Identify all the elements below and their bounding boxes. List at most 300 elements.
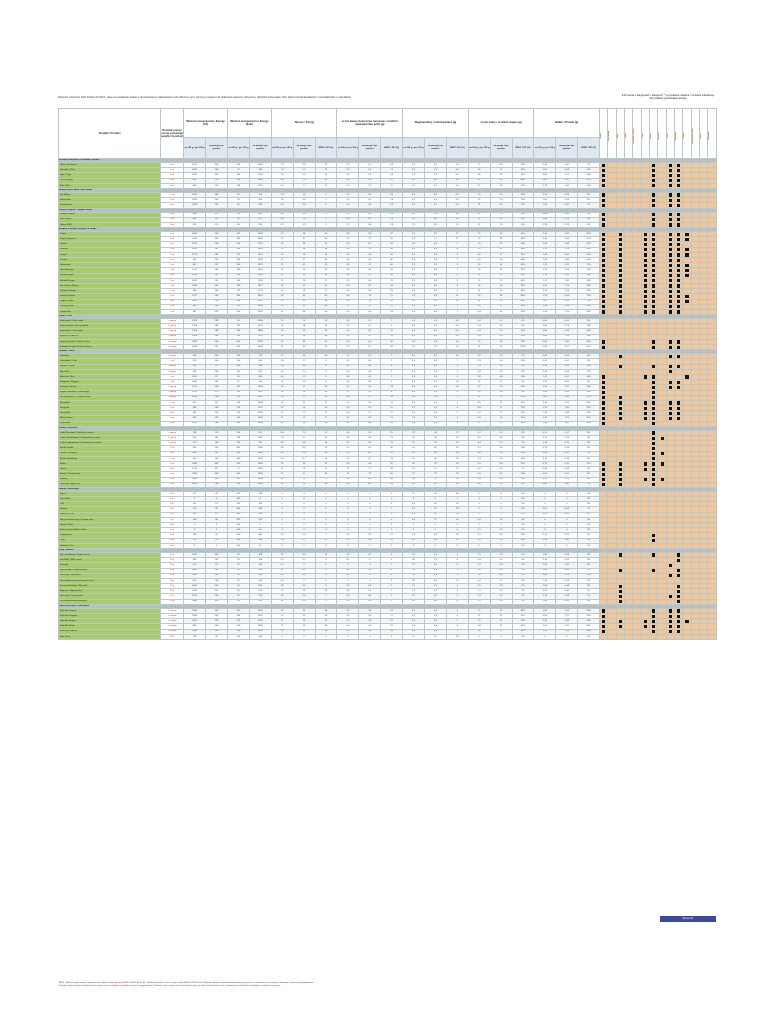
nutrition-value: 0,2 [424, 183, 446, 188]
nutrition-value: 7 [315, 594, 337, 599]
nutrition-value: 50% [578, 232, 600, 237]
header-allergen-11: Dwutlenek siarki [691, 109, 699, 159]
nutrition-value: 2 [206, 528, 228, 533]
serving-size: 1 szt. [161, 416, 184, 421]
nutrition-value: 13 [315, 552, 337, 557]
nutrition-value: 14 [403, 456, 425, 461]
nutrition-value: 12 [271, 273, 293, 278]
nutrition-value: 12 [271, 614, 293, 619]
serving-size: 1 szt. [161, 212, 184, 217]
nutrition-value: 53% [578, 304, 600, 309]
nutrition-value: 32% [512, 268, 534, 273]
nutrition-value: 14% [512, 538, 534, 543]
nutrition-value: 200 [227, 278, 249, 283]
nutrition-value: 6,5 [468, 472, 490, 477]
nutrition-value: 0 [315, 523, 337, 528]
nutrition-value: 2283 [249, 258, 271, 263]
nutrition-value: 1 [446, 568, 468, 573]
nutrition-value: 0 [424, 543, 446, 548]
nutrition-value: 2,5 [468, 584, 490, 589]
nutrition-value: 1,0 [446, 339, 468, 344]
nutrition-value: 26 [315, 589, 337, 594]
nutrition-value: 0,2 [403, 178, 425, 183]
nutrition-value: 1,0 [337, 212, 359, 217]
nutrition-value: 27 [446, 430, 468, 435]
nutrition-value: 420 [184, 359, 206, 364]
nutrition-value: 0 [490, 507, 512, 512]
nutrition-value: 0,0 [424, 217, 446, 222]
nutrition-value: 0,95 [556, 390, 578, 395]
nutrition-value: 2,3 [337, 345, 359, 350]
nutrition-value: 2% [512, 568, 534, 573]
nutrition-value: 1300 [184, 599, 206, 604]
nutrition-value: 84% [512, 299, 534, 304]
nutrition-value: 177 [184, 491, 206, 496]
nutrition-value: 2104 [249, 278, 271, 283]
nutrition-value: 0 [359, 502, 381, 507]
product-name: Sos musztardowy / Mustard [59, 584, 161, 589]
nutrition-value: 70 [227, 168, 249, 173]
nutrition-value: 9,7 [359, 345, 381, 350]
product-name: Stripsy BBQ [59, 222, 161, 227]
nutrition-value: 2,0 [337, 624, 359, 629]
nutrition-value: 0,2 [403, 212, 425, 217]
nutrition-value: 7% [578, 451, 600, 456]
nutrition-value: 118 [227, 183, 249, 188]
nutrition-value: 6 [381, 568, 403, 573]
nutrition-value: 1,21 [556, 416, 578, 421]
nutrition-value: 4 [381, 364, 403, 369]
table-row[interactable] [59, 634, 717, 639]
nutrition-value: 5 [315, 222, 337, 227]
nutrition-value: 22% [578, 406, 600, 411]
nutrition-value: 0,30 [556, 538, 578, 543]
nutrition-value: 254 [206, 203, 228, 208]
nutrition-value: 5 [315, 198, 337, 203]
nutrition-value: 26 [381, 283, 403, 288]
nutrition-value: 9,9 [424, 538, 446, 543]
nutrition-value: 9 [381, 324, 403, 329]
allergen-cell [708, 634, 716, 639]
nutrition-value: 5,3 [424, 624, 446, 629]
nutrition-value: 4 [446, 364, 468, 369]
nutrition-value: 0,15 [556, 441, 578, 446]
nutrition-value: 10 [446, 533, 468, 538]
nutrition-value: 0,0 [446, 173, 468, 178]
nutrition-value: 17 [293, 385, 315, 390]
nutrition-value: 0,15 [534, 430, 556, 435]
nutrition-value: 226 [206, 183, 228, 188]
nutrition-value: 14 [271, 482, 293, 487]
nutrition-value: 14 [315, 451, 337, 456]
nutrition-value: 23 [293, 273, 315, 278]
nutrition-value: 1052 [184, 278, 206, 283]
nutrition-value: 27 [315, 477, 337, 482]
nutrition-value: 4,5 [359, 441, 381, 446]
product-name: Sos słodko-kwaśny / Sweet & sour [59, 578, 161, 583]
nutrition-value: 12 [381, 178, 403, 183]
nutrition-value: 175 [227, 289, 249, 294]
nutrition-value: 34 [403, 477, 425, 482]
nutrition-value: 1,05 [534, 390, 556, 395]
nutrition-value: 36 [293, 339, 315, 344]
nutrition-value: 24 [293, 608, 315, 613]
nutrition-value: 1,2 [337, 198, 359, 203]
nutrition-value: 215 [206, 222, 228, 227]
nutrition-value: 8 [381, 390, 403, 395]
nutrition-value: 14 [468, 345, 490, 350]
nutrition-value: 880 [249, 436, 271, 441]
nutrition-value: 8% [578, 563, 600, 568]
nutrition-value: 7,5 [424, 558, 446, 563]
nutrition-value: 2,09 [556, 619, 578, 624]
nutrition-value: 6% [578, 222, 600, 227]
nutrition-value: 400 [227, 502, 249, 507]
nutrition-value: 16% [578, 390, 600, 395]
nutrition-value: 260 [206, 168, 228, 173]
nutrition-value: 10 [468, 263, 490, 268]
nutrition-value: 300 [227, 339, 249, 344]
nutrition-value: 1,32 [534, 294, 556, 299]
header-allergen-12: Łubin [700, 109, 708, 159]
nutrition-value: 0,38 [556, 552, 578, 557]
nutrition-value: 5,8 [359, 289, 381, 294]
nutrition-value: 874 [249, 369, 271, 374]
serving-size: 25 g [161, 594, 184, 599]
nutrition-value: 3,1 [490, 319, 512, 324]
nutrition-value: 2,5 [424, 406, 446, 411]
nutrition-value: 2,5 [468, 533, 490, 538]
nutrition-value: 0% [578, 491, 600, 496]
nutrition-value: 0 [468, 512, 490, 517]
serving-size: 1 szt. [161, 258, 184, 263]
nutrition-value: 12 [359, 472, 381, 477]
nutrition-value: 0% [512, 502, 534, 507]
nutrition-value: 0 [337, 497, 359, 502]
product-name: Shake Strawberry [59, 456, 161, 461]
nutrition-value: 2,1 [337, 451, 359, 456]
nutrition-value: 0,5 [424, 568, 446, 573]
nutrition-value: 0% [512, 558, 534, 563]
nutrition-value: 430 [206, 477, 228, 482]
nutrition-value: 3,4 [468, 329, 490, 334]
serving-size: 0,5 l [161, 523, 184, 528]
nutrition-value: 313 [206, 599, 228, 604]
nutrition-value: 2,10 [534, 558, 556, 563]
category-title: Kurczak Klasyczny / Kentucky Chicken [59, 159, 717, 163]
nutrition-value: 6,0 [359, 339, 381, 344]
nutrition-value: 242 [206, 268, 228, 273]
nutrition-value: 11 [490, 411, 512, 416]
nutrition-value: 5,8 [359, 278, 381, 283]
nutrition-value: 14 [403, 584, 425, 589]
nutrition-value: 2,6 [403, 258, 425, 263]
nutrition-value: 0% [578, 497, 600, 502]
nutrition-value: 1,3 [468, 594, 490, 599]
nutrition-value: 2,8 [468, 369, 490, 374]
serving-size: 1 szt. [161, 178, 184, 183]
nutrition-value: 88% [512, 294, 534, 299]
nutrition-value: 2,8 [403, 289, 425, 294]
nutrition-value: 1,8 [403, 364, 425, 369]
nutrition-value: 0 [403, 523, 425, 528]
serving-size: 1 szt. [161, 222, 184, 227]
nutrition-value: 5,1 [403, 268, 425, 273]
nutrition-value: 1,15 [534, 278, 556, 283]
nutrition-value: 1,26 [556, 395, 578, 400]
nutrition-value: 425 [249, 203, 271, 208]
nutrition-value: 4,4 [490, 436, 512, 441]
nutrition-value: 1121 [184, 421, 206, 426]
nutrition-value: 1,0 [446, 222, 468, 227]
nutrition-value: 0 [534, 523, 556, 528]
product-name: Jalapeno Burger [59, 289, 161, 294]
nutrition-value: 18 [293, 324, 315, 329]
nutrition-value: 0 [424, 528, 446, 533]
nutrition-value: 0 [446, 523, 468, 528]
nutrition-value: 0 [315, 507, 337, 512]
nutrition-value: 1,36 [534, 252, 556, 257]
nutrition-value: 110 [227, 400, 249, 405]
nutrition-value: 241 [206, 283, 228, 288]
nutrition-value: 9% [512, 477, 534, 482]
nutrition-value: 2,3 [403, 263, 425, 268]
nutrition-value: 0,3 [403, 339, 425, 344]
nutrition-value: 0,4 [468, 578, 490, 583]
nutrition-value: 5% [578, 212, 600, 217]
nutrition-value: 6,0 [403, 390, 425, 395]
nutrition-value: 1190 [184, 192, 206, 197]
nutrition-value: 0,4 [359, 594, 381, 599]
serving-size: 1 szt. [161, 482, 184, 487]
nutrition-value: 14% [512, 212, 534, 217]
nutrition-value: 4 [446, 614, 468, 619]
nutrition-value: 1,5 [359, 390, 381, 395]
product-name: Hot & Spicy Burger [59, 283, 161, 288]
nutrition-value: 40% [512, 242, 534, 247]
serving-size: 1 szt. [161, 283, 184, 288]
nutrition-value: 0 [359, 517, 381, 522]
nutrition-value: 11 [424, 237, 446, 242]
product-name: Zinger [59, 232, 161, 237]
nutrition-value: 0 [381, 558, 403, 563]
header-allergen-8: Seler [666, 109, 674, 159]
serving-size: 25 g [161, 558, 184, 563]
nutrition-value: 9,5 [468, 416, 490, 421]
nutrition-value: 950 [184, 400, 206, 405]
nutrition-value: 5,8 [468, 477, 490, 482]
nutrition-value: 249 [206, 299, 228, 304]
nutrition-value: 250 [227, 533, 249, 538]
nutrition-value: 24 [490, 608, 512, 613]
serving-size: 25 g [161, 589, 184, 594]
nutrition-value: 8 [315, 568, 337, 573]
nutrition-value: 2,2 [337, 619, 359, 624]
nutrition-value: 21% [578, 178, 600, 183]
nutrition-value: 1,5 [337, 584, 359, 589]
nutrition-value: 1087 [184, 168, 206, 173]
allergen-cell [675, 634, 683, 639]
nutrition-value: 30 [446, 477, 468, 482]
product-name: Skrzydło / Wing [59, 168, 161, 173]
nutrition-value: 2297 [249, 334, 271, 339]
nutrition-value: 13 [271, 242, 293, 247]
nutrition-value: 3,4 [293, 198, 315, 203]
nutrition-value: 402 [206, 461, 228, 466]
nutrition-value: 23 [315, 467, 337, 472]
nutrition-value: 26 [403, 461, 425, 466]
nutrition-value: 6,8 [271, 430, 293, 435]
nutrition-value: 2,16 [556, 283, 578, 288]
product-name: Shake Chocolate [59, 451, 161, 456]
nutrition-value: 48% [512, 258, 534, 263]
nutrition-value: 0 [359, 573, 381, 578]
nutrition-value: 4,0 [403, 359, 425, 364]
nutrition-value: 1,45 [534, 385, 556, 390]
nutrition-value: 3370 [249, 263, 271, 268]
nutrition-value: 0 [381, 563, 403, 568]
nutrition-value: 3150 [249, 339, 271, 344]
nutrition-value: 0,17 [534, 436, 556, 441]
nutrition-value: 2,4 [468, 538, 490, 543]
nutrition-value: 2353 [249, 309, 271, 314]
nutrition-value: 0,50 [556, 563, 578, 568]
nutrition-value: 18 [403, 467, 425, 472]
nutrition-value: 12% [578, 324, 600, 329]
nutrition-value: 0,4 [359, 584, 381, 589]
nutrition-value: 98 [206, 456, 228, 461]
nutrition-value: 3,4 [468, 334, 490, 339]
nutrition-value: 0 [206, 523, 228, 528]
nutrition-value: 22 [490, 278, 512, 283]
nutrition-value: 5 [446, 289, 468, 294]
serving-size: 1 szt. [161, 380, 184, 385]
nutrition-value: 40% [512, 385, 534, 390]
serving-size: 1 szt. [161, 533, 184, 538]
nutrition-value: 0 [359, 578, 381, 583]
serving-size: 25 g [161, 563, 184, 568]
serving-size: 1 szt. [161, 528, 184, 533]
nutrition-value: 8% [512, 390, 534, 395]
nutrition-value: 34 [381, 242, 403, 247]
nutrition-value: 0 [337, 543, 359, 548]
nutrition-value: 28% [578, 385, 600, 390]
nutrition-value: 0,90 [534, 614, 556, 619]
nutrition-value: 284 [206, 482, 228, 487]
nutrition-value: 1051 [184, 173, 206, 178]
nutrition-value: 100 [249, 573, 271, 578]
nutrition-value: 0,3 [403, 319, 425, 324]
category-title: Napoje / Beverages [59, 487, 717, 491]
nutrition-value: 1,5 [337, 203, 359, 208]
nutrition-value: 13 [381, 385, 403, 390]
nutrition-value: 16 [293, 467, 315, 472]
nutrition-value: 14 [293, 482, 315, 487]
nutrition-value: 14 [468, 299, 490, 304]
nutrition-value: 6,5 [359, 482, 381, 487]
nutrition-value: 250 [249, 568, 271, 573]
nutrition-value: 0,5 [403, 629, 425, 634]
nutrition-value: 270 [227, 304, 249, 309]
nutrition-value: 25 [315, 385, 337, 390]
nutrition-value: 18 [424, 502, 446, 507]
nutrition-value: 44% [512, 278, 534, 283]
nutrition-value: 2,5 [424, 416, 446, 421]
nutrition-value: 1141 [184, 390, 206, 395]
nutrition-value: 3,2 [468, 482, 490, 487]
nutrition-value: 200 [227, 364, 249, 369]
nutrition-value: 13 [271, 629, 293, 634]
nutrition-value: 1,0 [468, 354, 490, 359]
allergen-cell [641, 634, 649, 639]
nutrition-value: 0 [293, 512, 315, 517]
nutrition-value: 932 [184, 178, 206, 183]
nutrition-value: 1680 [249, 461, 271, 466]
nutrition-value: 5,2 [359, 283, 381, 288]
nutrition-value: 583 [184, 369, 206, 374]
nutrition-value: 1,14 [556, 334, 578, 339]
nutrition-value: 1 [446, 369, 468, 374]
header-energy-kcal: Wartość energetyczna / Energy (kcal) [227, 109, 271, 138]
product-name: Lody Waniliowe / Vanilla ice cream [59, 430, 161, 435]
nutrition-value: 13 [468, 247, 490, 252]
nutrition-value: 24 [293, 619, 315, 624]
nutrition-value: 0 [381, 528, 403, 533]
nutrition-value: 1045 [249, 400, 271, 405]
nutrition-value: 7 [446, 268, 468, 273]
nutrition-value: 1% [512, 563, 534, 568]
nutrition-value: 19 [315, 252, 337, 257]
nutrition-value: 4,8 [359, 619, 381, 624]
nutrition-value: 281 [206, 252, 228, 257]
nutrition-value: 18 [490, 283, 512, 288]
nutrition-value: 26 [490, 183, 512, 188]
nutrition-value: 13 [468, 339, 490, 344]
nutrition-value: 0% [578, 523, 600, 528]
nutrition-value: 0,85 [534, 608, 556, 613]
nutrition-value: 5% [512, 380, 534, 385]
nutrition-value: 14 [293, 390, 315, 395]
nutrition-value: 1209 [184, 319, 206, 324]
nutrition-value: 1088 [249, 319, 271, 324]
footnote-2: Produkty mogą zawierać śladowe ilości alergenów ze względu na wspólne miejsce przygotowania. Products may contain traces of allergens due to shared preparation areas. Informacje o składnikach dostępne u obsługi restauracji. [58, 985, 281, 987]
nutrition-value: 0,90 [534, 217, 556, 222]
nutrition-value: 0,3 [359, 380, 381, 385]
nutrition-value: 0 [293, 578, 315, 583]
nutrition-value: 14 [403, 446, 425, 451]
nutrition-value: 7,2 [490, 538, 512, 543]
nutrition-value: 9,0 [424, 578, 446, 583]
nutrition-value: 657 [206, 589, 228, 594]
nutrition-value: 7,0 [381, 168, 403, 173]
nutrition-value: 0,1 [424, 380, 446, 385]
nutrition-value: 6,5 [490, 472, 512, 477]
nutrition-value: 2,4 [337, 258, 359, 263]
nutrition-value: 44 [293, 294, 315, 299]
nutrition-value: 6 [446, 563, 468, 568]
nutrition-value: 200 [227, 608, 249, 613]
nutrition-value: 4,49 [556, 294, 578, 299]
nutrition-value: 24 [271, 599, 293, 604]
nutrition-value: 29 [446, 461, 468, 466]
nutrition-value: 251 [206, 608, 228, 613]
nutrition-value: 0,02 [556, 359, 578, 364]
serving-size: 1 porcja [161, 395, 184, 400]
nutrition-value: 0,1 [490, 578, 512, 583]
nutrition-value: 0,0 [446, 334, 468, 339]
nutrition-value: 1190 [184, 482, 206, 487]
header-saturates: w tym kwasy tłuszczowe nasycone / of which saturated fatty acids (g) [337, 109, 403, 138]
